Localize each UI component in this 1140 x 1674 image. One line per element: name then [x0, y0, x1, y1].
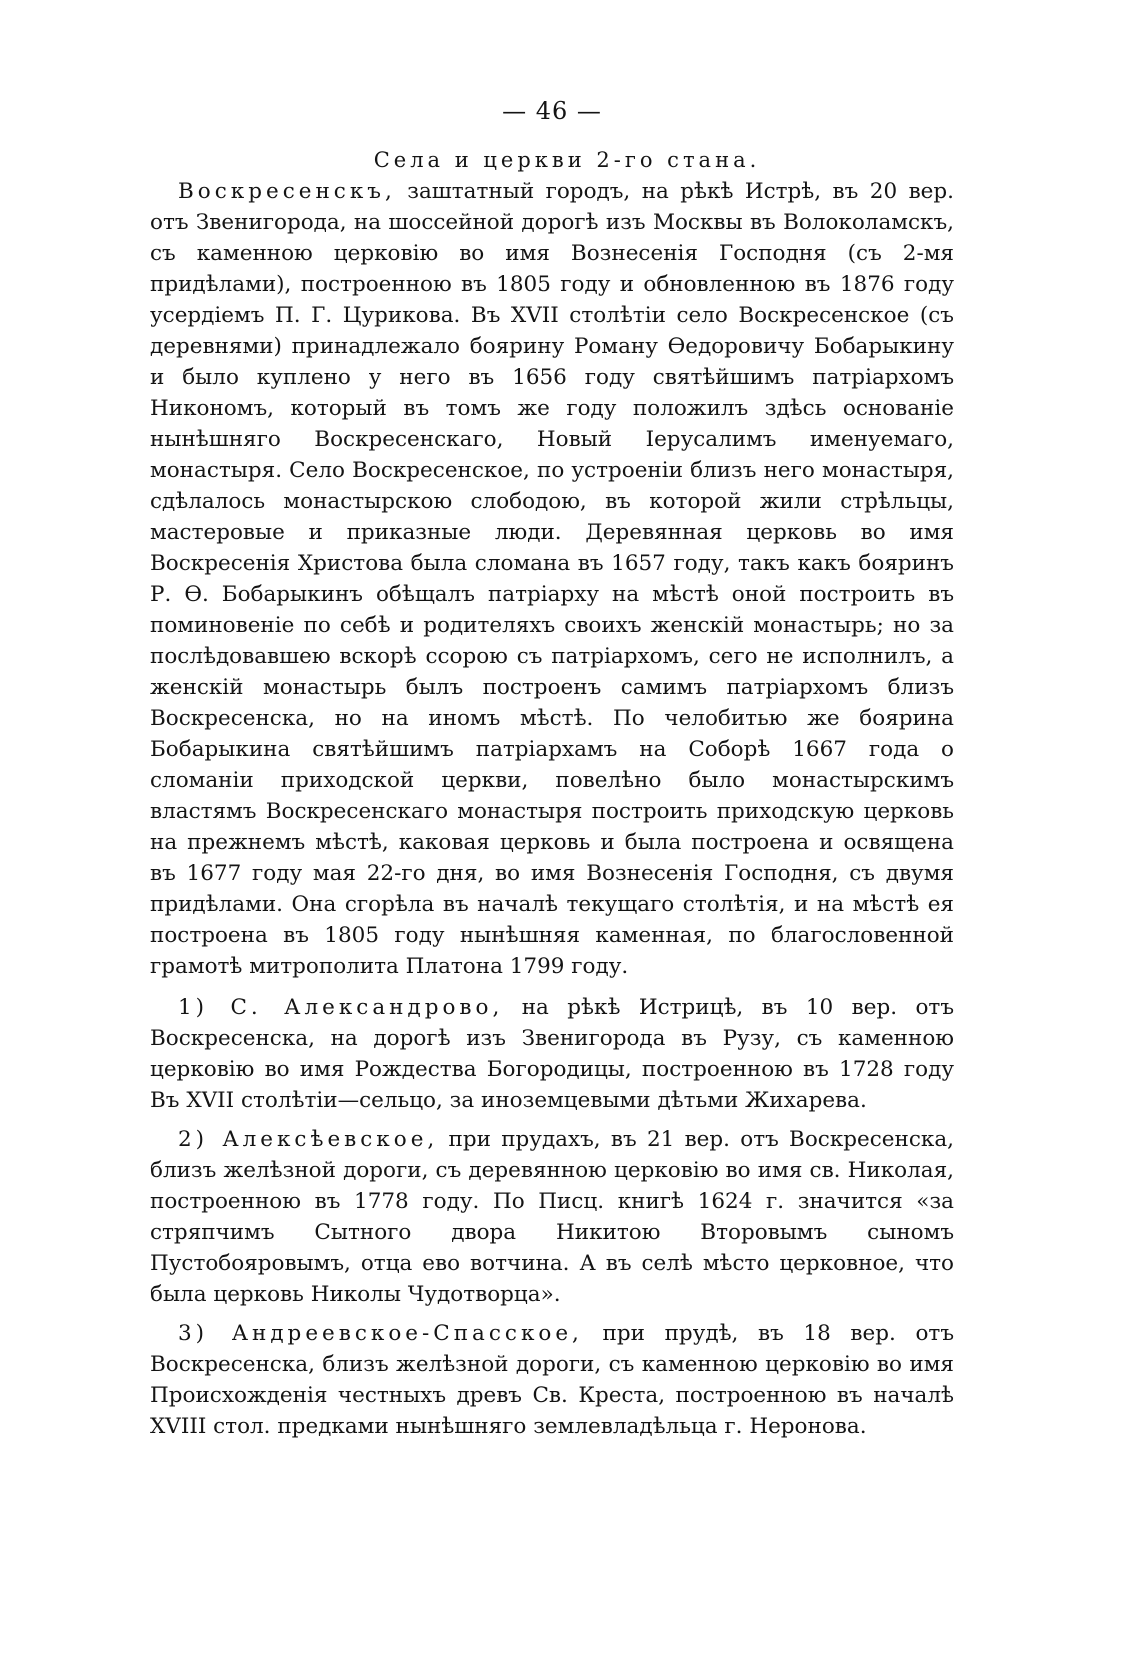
paragraph-lead: 3) Андреевское-Спасское, — [178, 1321, 583, 1346]
paragraph-alekseevskoe — [150, 1124, 954, 1310]
page-number: — 46 — — [502, 97, 602, 125]
paragraph-body: при прудѣ, въ 18 вер. отъ Воскресенска, близъ желѣзной дороги, съ каменною церковію во имя Происхожденія честныхъ древъ Св. Креста, построенною въ началѣ XVIII стол. предками нынѣшняго землевладѣльца г. Неронова. — [150, 1321, 954, 1439]
section-title: Села и церкви 2-го стана. — [373, 148, 761, 172]
paragraph-lead: 1) С. Александрово, — [178, 995, 504, 1020]
paragraph-aleksandrovo — [150, 992, 954, 1116]
paragraph-body: при прудахъ, въ 21 вер. отъ Воскресенска, близъ желѣзной дороги, съ деревянною церковію во имя св. Николая, построенною въ 1778 году. По Писц. книгѣ 1624 г. значится «за стряпчимъ Сытного двора Никитою Второвымъ сыномъ Пустобояровымъ, отца ево вотчина. А въ селѣ мѣсто церковное, что была церковь Николы Чудотворца». — [150, 1127, 954, 1307]
paragraph-andreevskoe-spasskoe — [150, 1318, 954, 1442]
document-page — [150, 96, 954, 1450]
paragraph-lead: Воскресенскъ, — [178, 179, 396, 204]
paragraph-voskresensk — [150, 176, 954, 982]
paragraph-lead: 2) Алексѣевское, — [178, 1127, 439, 1152]
paragraph-body: заштатный городъ, на рѣкѣ Истрѣ, въ 20 вер. отъ Звенигорода, на шоссейной дорогѣ изъ Москвы въ Волоколамскъ, съ каменною церковію во имя Вознесенія Господня (съ 2-мя придѣлами), построенною въ 1805 году и обновленною въ 1876 году усердіемъ П. Г. Цурикова. Въ XVII столѣтіи село Воскресенское (съ деревнями) принадлежало боярину Роману Ѳедоровичу Бобарыкину и было куплено у него въ 1656 году святѣйшимъ патріархомъ Никономъ, который въ томъ же году положилъ здѣсь основаніе нынѣшняго Воскресенскаго, Новый Іерусалимъ именуемаго, монастыря. Село Воскресенское, по устроеніи близъ него монастыря, сдѣлалось монастырскою слободою, въ которой жили стрѣльцы, мастеровые и приказные люди. Деревянная церковь во имя Воскресенія Христова была сломана въ 1657 году, такъ какъ бояринъ Р. Ѳ. Бобарыкинъ обѣщалъ патріарху на мѣстѣ оной построить въ поминовеніе по себѣ и родителяхъ своихъ женскій монастырь; но за послѣдовавшею вскорѣ ссорою съ патріархомъ, сего не исполнилъ, а женскій монастырь былъ построенъ самимъ патріархомъ близъ Воскресенска, но на иномъ мѣстѣ. По челобитью же боярина Бобарыкина святѣйшимъ патріархамъ на Соборѣ 1667 года о сломаніи приходской церкви, повелѣно было монастырскимъ властямъ Воскресенскаго монастыря построить приходскую церковь на прежнемъ мѣстѣ, каковая церковь и была построена и освящена въ 1677 году мая 22-го дня, во имя Вознесенія Господня, съ двумя придѣлами. Она сгорѣла въ началѣ текущаго столѣтія, и на мѣстѣ ея построена въ 1805 году нынѣшняя каменная, по благословенной грамотѣ митрополита Платона 1799 году. — [150, 179, 954, 979]
paragraph-body: на рѣкѣ Истрицѣ, въ 10 вер. отъ Воскресенска, на дорогѣ изъ Звенигорода въ Рузу, съ каменною церковію во имя Рождества Богородицы, построенною въ 1728 году Въ XVII столѣтіи—сельцо, за иноземцевыми дѣтьми Жихарева. — [150, 995, 955, 1113]
